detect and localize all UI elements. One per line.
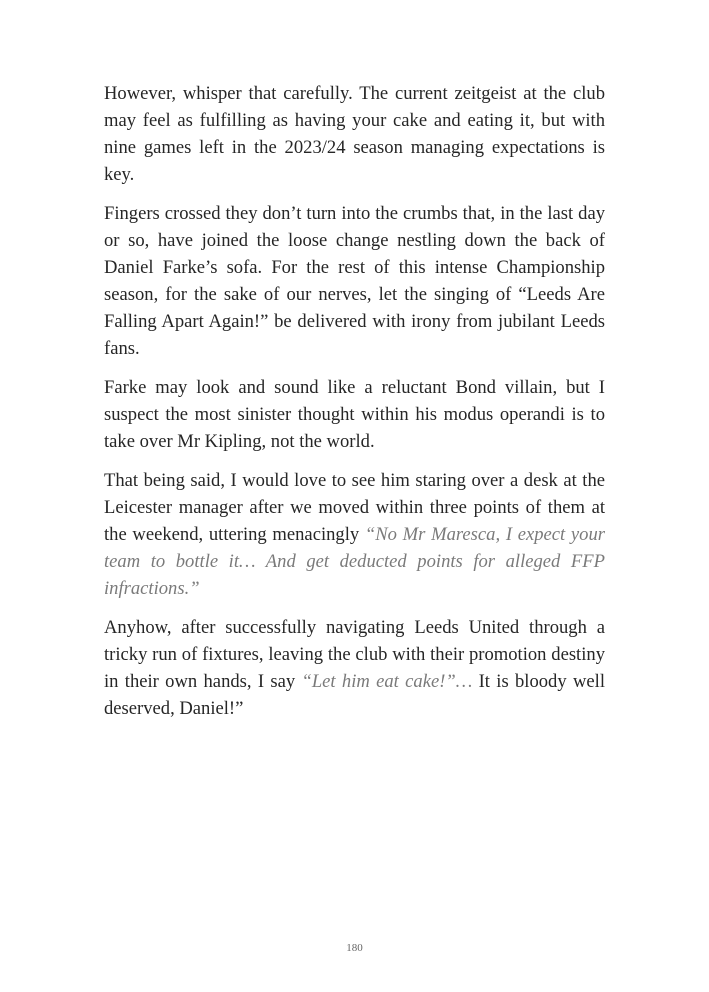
paragraph-4 [104, 467, 605, 602]
paragraph-5-text: Anyhow, after successfully navigating Leeds United through a tricky run of fixtures, leaving the club with their promotion destiny in their own hands, I say [104, 617, 605, 692]
paragraph-1: However, whisper that carefully. The current zeitgeist at the club may feel as fulfilling as having your cake and eating it, but with nine games left in the 2023/24 season managing expectations is key. [104, 83, 605, 185]
paragraph-3: Farke may look and sound like a reluctant Bond villain, but I suspect the most sinister thought within his modus operandi is to take over Mr Kipling, not the world. [104, 377, 605, 452]
paragraph-2: Fingers crossed they don’t turn into the crumbs that, in the last day or so, have joined the loose change nestling down the back of Daniel Farke’s sofa. For the rest of this intense Championship season, for the sake of our nerves, let the singing of “Leeds Are Falling Apart Again!” be delivered with irony from jubilant Leeds fans. [104, 203, 605, 359]
maresca-quote: “No Mr Maresca, I expect your team to bottle it… And get deducted points for alleged FFP infractions.” [104, 524, 606, 599]
page-body [104, 80, 605, 734]
paragraph-4-text: That being said, I would love to see him staring over a desk at the Leicester manager after we moved within three points of them at the weekend, uttering menacingly [104, 470, 605, 545]
paragraph-5 [104, 614, 605, 722]
paragraph-5-ending: It is bloody well deserved, Daniel!” [104, 671, 605, 719]
cake-quote: “Let him eat cake!”… [301, 671, 473, 692]
page-number: 180 [346, 942, 363, 954]
